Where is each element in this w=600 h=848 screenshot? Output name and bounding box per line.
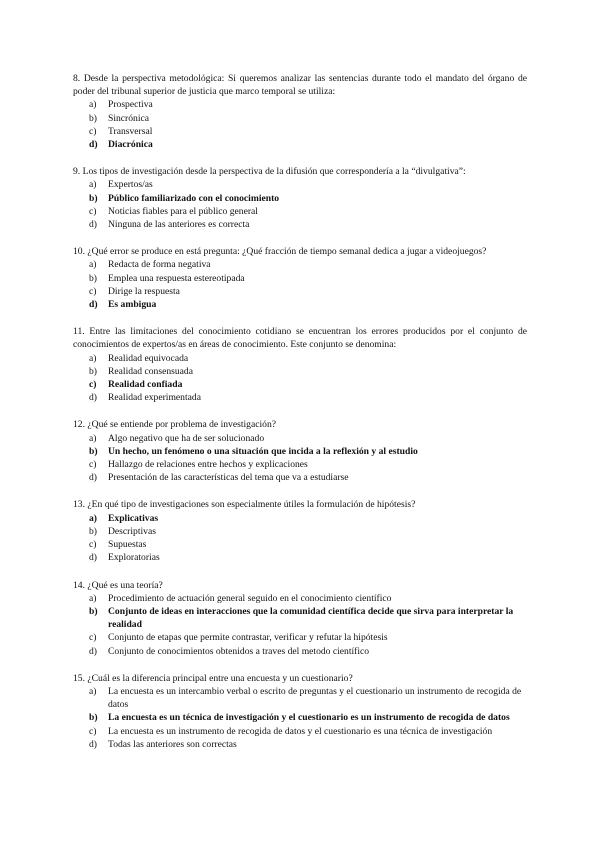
option-text: Realidad confiada <box>108 379 183 391</box>
answer-option <box>73 725 527 738</box>
option-letter: c) <box>89 285 97 297</box>
answer-option <box>73 631 527 644</box>
option-letter: a) <box>89 352 97 364</box>
option-letter: a) <box>89 179 97 191</box>
option-letter: b) <box>89 112 97 124</box>
option-text: Ninguna de las anteriores es correcta <box>108 219 250 231</box>
option-text: Explicativas <box>108 512 159 524</box>
answer-option <box>73 218 527 231</box>
option-letter: d) <box>89 738 97 750</box>
option-letter: c) <box>89 205 97 217</box>
option-text: Público familiarizado con el conocimiento <box>108 192 280 204</box>
option-text: Realidad consensuada <box>108 365 193 377</box>
option-letter: b) <box>89 605 98 617</box>
option-text: Realidad experimentada <box>108 392 201 404</box>
option-letter: c) <box>89 459 97 471</box>
answer-option <box>73 112 527 125</box>
question-text: 8. Desde la perspectiva metodológica: Si queremos analizar las sentencias durante todo el mandato del órgano de poder del tribunal superior de justicia que marco temporal se utiliza: <box>73 73 527 98</box>
option-text: Hallazgo de relaciones entre hechos y explicaciones <box>108 459 308 471</box>
answer-option-correct <box>73 298 527 311</box>
option-text: Es ambigua <box>108 299 157 311</box>
option-text: Presentación de las características del tema que va a estudiarse <box>108 472 349 484</box>
answer-option <box>73 471 527 484</box>
option-letter: d) <box>89 552 97 564</box>
answer-option <box>73 551 527 564</box>
option-text: Descriptivas <box>108 525 156 537</box>
option-text: Expertos/as <box>108 179 153 191</box>
option-letter: c) <box>89 632 97 644</box>
option-text: Realidad equivocada <box>108 352 189 364</box>
answer-option <box>73 365 527 378</box>
option-letter: d) <box>89 299 98 311</box>
option-letter: b) <box>89 192 98 204</box>
option-letter: d) <box>89 392 97 404</box>
answer-option <box>73 352 527 365</box>
question-text: 13. ¿En qué tipo de investigaciones son especialmente útiles la formulación de hipótesis? <box>73 499 416 511</box>
answer-option-correct <box>73 512 527 525</box>
option-text: Noticias fiables para el público general <box>108 205 258 217</box>
question-text: 12. ¿Qué se entiende por problema de investigación? <box>73 419 276 431</box>
option-text: Redacta de forma negativa <box>108 259 211 271</box>
option-letter: b) <box>89 525 97 537</box>
answer-option-correct <box>73 445 527 458</box>
option-text: Supuestas <box>108 539 147 551</box>
answer-option <box>73 205 527 218</box>
answer-option <box>73 738 527 751</box>
option-letter: b) <box>89 712 98 724</box>
option-text: Procedimiento de actuación general seguido en el conocimiento científico <box>108 592 392 604</box>
option-text: Conjunto de ideas en interacciones que la comunidad científica decide que sirva para interpretar la realidad <box>108 605 514 631</box>
answer-option <box>73 538 527 551</box>
option-text: Algo negativo que ha de ser solucionado <box>108 432 265 444</box>
answer-option <box>73 125 527 138</box>
answer-option <box>73 432 527 445</box>
option-letter: c) <box>89 379 97 391</box>
option-letter: a) <box>89 512 97 524</box>
answer-option <box>73 391 527 404</box>
option-text: Exploratorias <box>108 552 160 564</box>
option-letter: c) <box>89 725 97 737</box>
option-letter: c) <box>89 125 97 137</box>
option-letter: a) <box>89 259 97 271</box>
question-text: 10. ¿Qué error se produce en está pregunta: ¿Qué fracción de tiempo semanal dedica a jugar a videojuegos? <box>73 246 487 258</box>
option-letter: b) <box>89 365 97 377</box>
answer-option-correct <box>73 605 527 631</box>
answer-option-correct <box>73 192 527 205</box>
answer-option <box>73 98 527 111</box>
question-block <box>73 325 527 404</box>
question-text: 15. ¿Cuál es la diferencia principal entre una encuesta y un cuestionario? <box>73 672 353 684</box>
question-block <box>73 418 527 484</box>
answer-option-correct <box>73 378 527 391</box>
question-block <box>73 72 527 151</box>
question-list <box>73 72 527 765</box>
option-text: Todas las anteriores son correctas <box>108 738 237 750</box>
option-text: Prospectiva <box>108 99 153 111</box>
option-letter: d) <box>89 139 98 151</box>
option-letter: a) <box>89 99 97 111</box>
answer-option <box>73 258 527 271</box>
question-block <box>73 498 527 564</box>
option-letter: c) <box>89 539 97 551</box>
option-text: Dirige la respuesta <box>108 285 180 297</box>
question-block <box>73 672 527 751</box>
option-text: Un hecho, un fenómeno o una situación que incida a la reflexión y al estudio <box>108 445 418 457</box>
answer-option <box>73 285 527 298</box>
option-letter: d) <box>89 645 97 657</box>
option-letter: a) <box>89 432 97 444</box>
option-text: Transversal <box>108 125 153 137</box>
option-letter: a) <box>89 592 97 604</box>
option-text: La encuesta es un intercambio verbal o escrito de preguntas y el cuestionario un instrumento de recogida de datos <box>108 685 522 711</box>
option-letter: b) <box>89 445 98 457</box>
question-block <box>73 579 527 658</box>
answer-option <box>73 592 527 605</box>
option-letter: d) <box>89 472 97 484</box>
option-letter: b) <box>89 272 97 284</box>
option-text: Conjunto de conocimientos obtenidos a traves del metodo científico <box>108 645 370 657</box>
answer-option <box>73 458 527 471</box>
answer-option-correct <box>73 711 527 724</box>
question-block <box>73 165 527 231</box>
answer-option <box>73 525 527 538</box>
answer-option <box>73 685 527 711</box>
question-text: 14. ¿Qué es una teoría? <box>73 579 163 591</box>
answer-option <box>73 645 527 658</box>
question-text: 11. Entre las limitaciones del conocimiento cotidiano se encuentran los errores producidos por el conjunto de conocimientos de expertos/as en áreas de conocimiento. Este conjunto se denomina: <box>73 326 527 351</box>
question-block <box>73 245 527 311</box>
answer-option <box>73 272 527 285</box>
option-text: Emplea una respuesta estereotipada <box>108 272 245 284</box>
option-text: Conjunto de etapas que permite contrastar, verificar y refutar la hipótesis <box>108 632 388 644</box>
option-text: Sincrónica <box>108 112 150 124</box>
option-text: La encuesta es un instrumento de recogida de datos y el cuestionario es una técnica de investigación <box>108 725 493 737</box>
option-letter: a) <box>89 685 97 697</box>
option-text: La encuesta es un técnica de investigación y el cuestionario es un instrumento de recogida de datos <box>108 712 510 724</box>
question-text: 9. Los tipos de investigación desde la perspectiva de la difusión que correspondería a la “divulgativa”: <box>73 166 466 178</box>
answer-option-correct <box>73 138 527 151</box>
option-letter: d) <box>89 219 97 231</box>
option-text: Diacrónica <box>108 139 153 151</box>
answer-option <box>73 178 527 191</box>
